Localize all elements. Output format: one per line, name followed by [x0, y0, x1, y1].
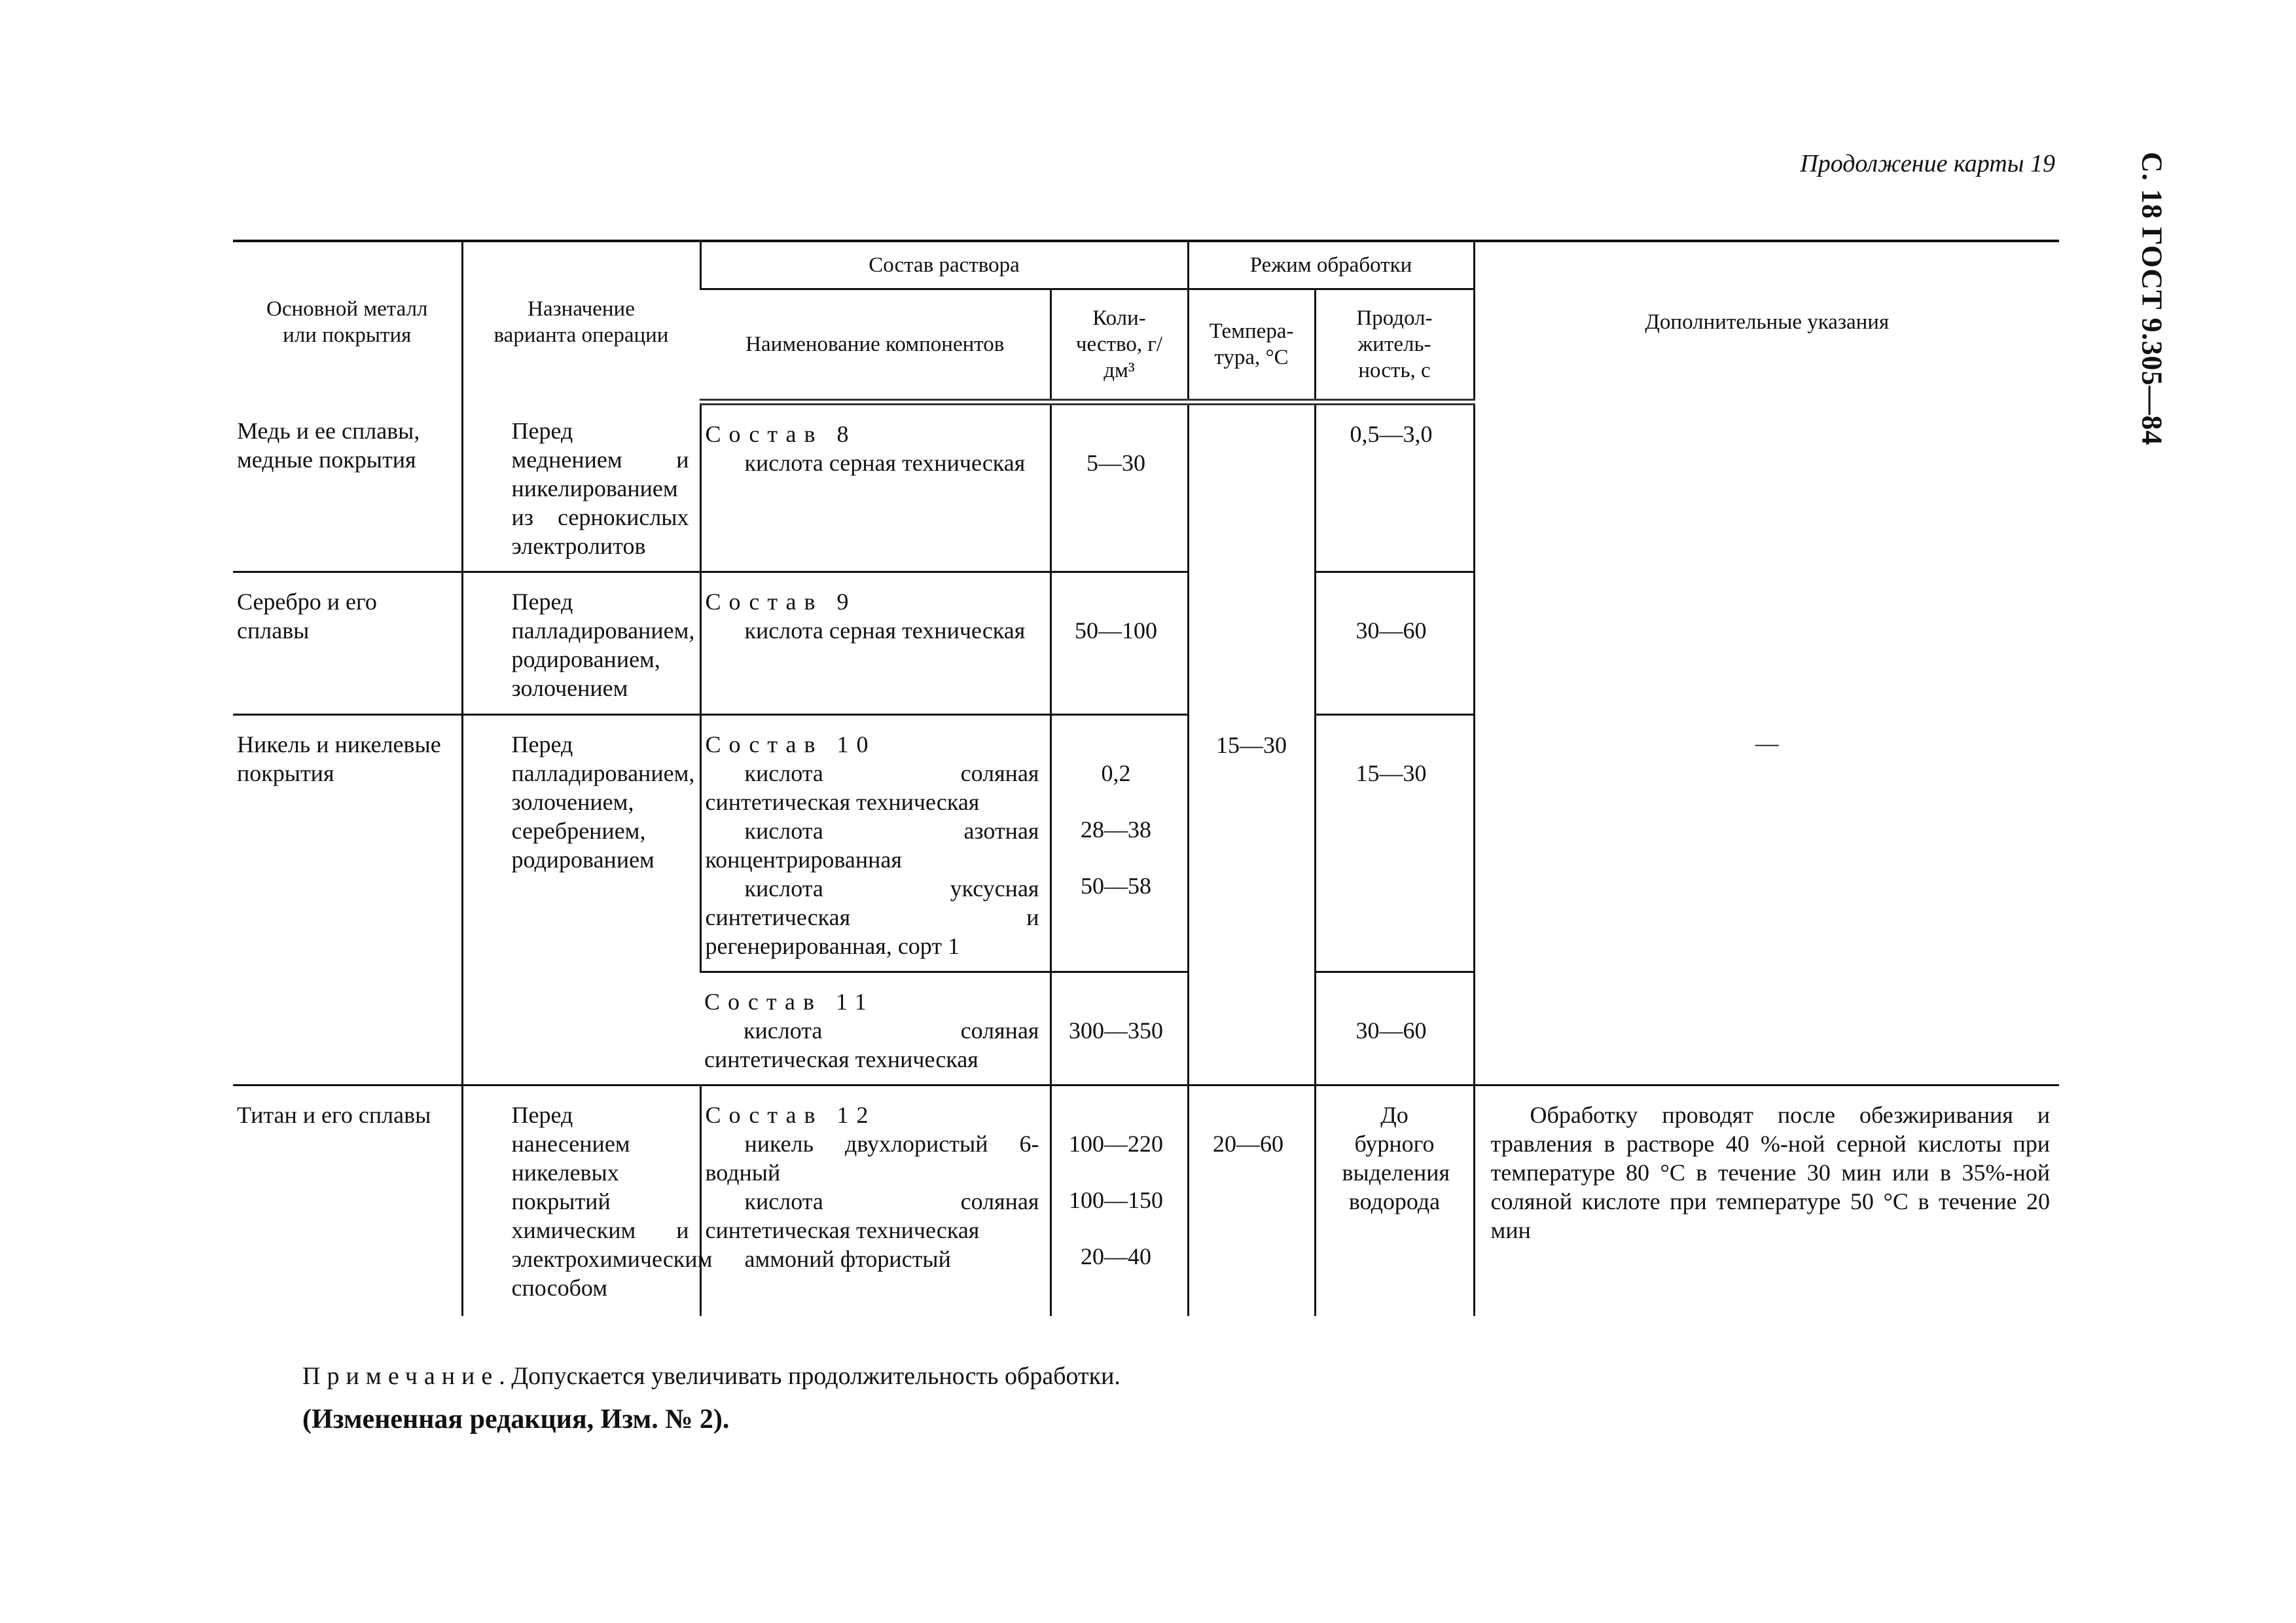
header-quantity: Коли-чество, г/дм³ [1050, 289, 1188, 403]
metal-cell: Титан и его сплавы [233, 1085, 462, 1316]
duration-cell: До бурного выделения водорода [1315, 1085, 1474, 1316]
quantity-cell [1050, 1085, 1188, 1316]
duration-cell: 30—60 [1315, 572, 1474, 715]
header-temperature: Темпера-тура, °С [1188, 289, 1315, 403]
component-item: кислота азотная концентрированная [705, 818, 1039, 873]
quantity-cell [1050, 572, 1188, 715]
header-duration: Продол-житель-ность, с [1315, 289, 1474, 403]
extra-cell: Обработку проводят после обезжиривания и травления в растворе 40 %-ной серной кислоты при температуре 80 °С в течение 30 мин или в 35%-ной соляной кислоте при температуре 50 °С в течение 20 мин [1474, 1085, 2059, 1316]
component-item: кислота серная техническая [744, 450, 1026, 476]
table-row [233, 1085, 2059, 1316]
components-cell [700, 1085, 1050, 1316]
composition-title: Состав 11 [704, 989, 874, 1015]
purpose-cell: Перед меднением и никелированием из сернокислых электролитов [462, 402, 700, 572]
purpose-cell: Перед нанесением никелевых покрытий химическим и электрохимическим способом [462, 1085, 700, 1316]
header-component-name: Наименование компонентов [700, 289, 1050, 403]
document-side-header [2132, 152, 2172, 453]
quantity-value: 100—220 [1069, 1131, 1163, 1157]
component-item: кислота соляная синтетическая техническая [705, 1188, 1039, 1243]
components-cell [700, 572, 1050, 715]
header-mode: Режим обработки [1188, 241, 1474, 289]
composition-title: Состав 10 [705, 731, 876, 757]
composition-title: Состав 8 [705, 421, 857, 447]
header-extra: Дополнительные указания [1474, 241, 2059, 402]
quantity-value: 300—350 [1069, 1017, 1163, 1044]
header-metal: Основной металл или покрытия [233, 241, 462, 402]
composition-title: Состав 12 [705, 1102, 876, 1128]
component-item: кислота соляная синтетическая техническая [705, 760, 1039, 815]
table-note [302, 1362, 1121, 1391]
component-item: кислота соляная синтетическая техническая [704, 1017, 1039, 1072]
duration-cell: 15—30 [1315, 715, 1474, 972]
quantity-value: 5—30 [1086, 450, 1145, 476]
table-row [233, 402, 2059, 572]
extra-cell: — [1474, 402, 2059, 1085]
component-item: аммоний фтористый [744, 1246, 951, 1272]
metal-cell: Медь и ее сплавы, медные покрытия [237, 418, 420, 473]
component-item: никель двухлористый 6-водный [705, 1131, 1039, 1186]
components-cell [700, 402, 1050, 572]
quantity-cell [1050, 972, 1188, 1085]
quantity-value: 28—38 [1081, 816, 1151, 843]
note-label: Примечание [302, 1362, 499, 1390]
composition-title: Состав 9 [705, 589, 857, 615]
quantity-value: 50—58 [1081, 873, 1151, 899]
duration-cell: 0,5—3,0 [1315, 402, 1474, 572]
side-header-text: С. 18 ГОСТ 9.305—84 [2136, 152, 2168, 446]
metal-cell: Никель и никелевые покрытия [233, 715, 462, 1085]
temperature-cell: 15—30 [1188, 402, 1315, 1085]
note-text: . Допускается увеличивать продолжительность обработки. [499, 1362, 1121, 1390]
purpose-cell: Перед палладированием, золочением, серебрением, родированием [462, 715, 700, 1085]
duration-cell: 30—60 [1315, 972, 1474, 1085]
quantity-cell [1050, 715, 1188, 972]
quantity-value: 20—40 [1081, 1243, 1151, 1269]
quantity-value: 50—100 [1075, 617, 1157, 644]
quantity-cell [1050, 402, 1188, 572]
header-purpose: Назначение варианта операции [462, 241, 700, 402]
header-composition: Состав раствора [700, 241, 1188, 289]
purpose-cell: Перед палладированием, родированием, золочением [462, 572, 700, 715]
temperature-cell: 20—60 [1188, 1085, 1315, 1316]
treatment-table [233, 240, 2059, 1316]
continuation-label: Продолжение карты 19 [1800, 150, 2055, 177]
quantity-value: 0,2 [1101, 760, 1131, 786]
component-item: кислота уксусная синтетическая и регенерированная, сорт 1 [705, 875, 1039, 959]
metal-cell: Серебро и его сплавы [233, 572, 462, 715]
amendment-note: (Измененная редакция, Изм. № 2). [302, 1404, 730, 1434]
quantity-value: 100—150 [1069, 1187, 1163, 1213]
component-item: кислота серная техническая [744, 617, 1026, 644]
components-cell [700, 715, 1050, 972]
components-cell [700, 972, 1050, 1085]
